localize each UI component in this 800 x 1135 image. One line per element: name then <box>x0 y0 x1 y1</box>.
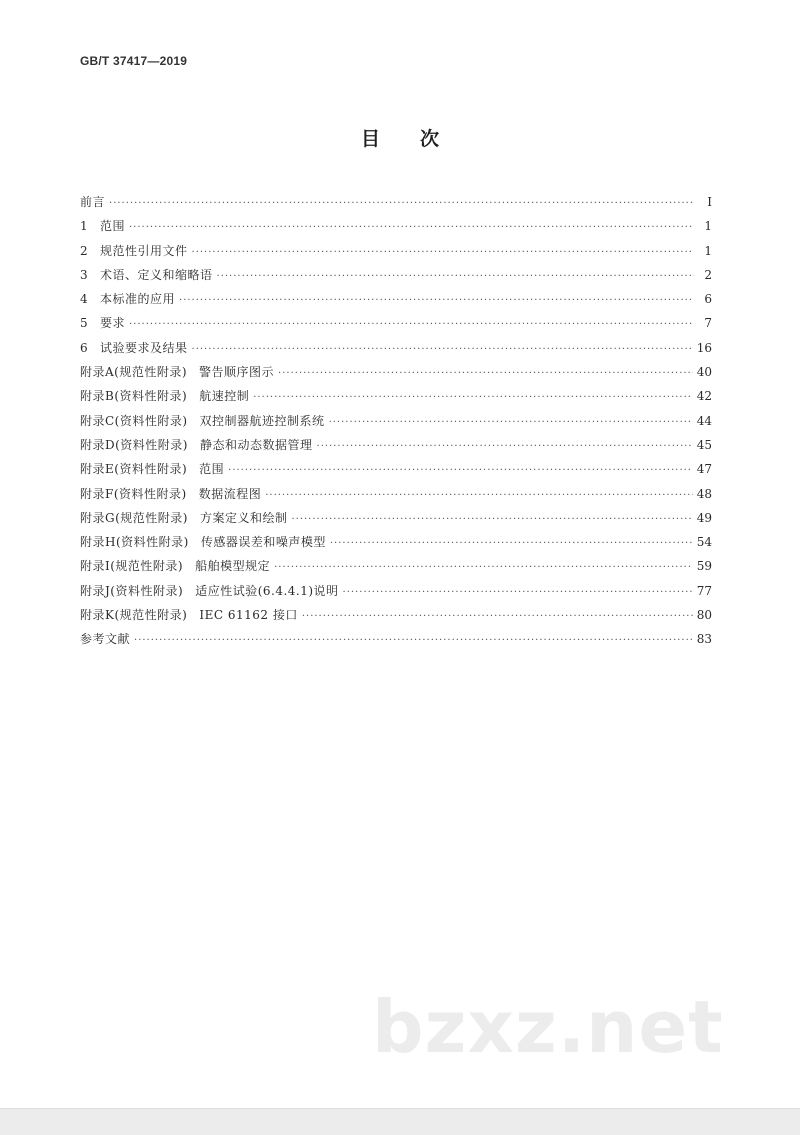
toc-entry-2[interactable] <box>80 239 712 263</box>
toc-leader-dots <box>217 265 694 289</box>
toc-page-number: 54 <box>696 535 712 550</box>
toc-entry-label: 附录B(资料性附录) 航速控制 <box>80 384 249 408</box>
toc-leader-dots <box>329 411 693 435</box>
toc-leader-dots <box>317 435 693 459</box>
toc-page-number: 77 <box>696 583 712 598</box>
toc-leader-dots <box>278 362 693 386</box>
toc-entry-label: 附录E(资料性附录) 范围 <box>80 457 224 481</box>
toc-leader-dots <box>179 289 694 313</box>
watermark: bzxz.net <box>372 985 724 1069</box>
toc-entry-label: 附录K(规范性附录) IEC 61162 接口 <box>80 603 298 627</box>
toc-entry-label: 4 本标准的应用 <box>80 287 175 311</box>
toc-entry-label: 附录C(资料性附录) 双控制器航迹控制系统 <box>80 409 325 433</box>
toc-entry-label: 1 范围 <box>80 214 125 238</box>
toc-page-number: 16 <box>696 340 712 355</box>
toc-page-number: Ⅰ <box>707 195 712 209</box>
toc-section-number: 1 <box>80 219 89 234</box>
toc-entry-4[interactable] <box>80 287 712 311</box>
toc-section-number: 4 <box>80 292 89 307</box>
toc-leader-dots <box>265 484 693 508</box>
toc-entry-annex-g[interactable] <box>80 506 712 530</box>
toc-entry-annex-b[interactable] <box>80 384 712 408</box>
toc-page-number: 1 <box>704 243 712 258</box>
toc-page-number: 40 <box>696 365 712 380</box>
toc-entry-3[interactable] <box>80 263 712 287</box>
toc-leader-dots <box>129 216 694 240</box>
toc-annex-category: 附录E(资料性附录) <box>80 462 188 477</box>
toc-entry-annex-i[interactable] <box>80 554 712 578</box>
toc-entry-annex-f[interactable] <box>80 482 712 506</box>
toc-page-number: 80 <box>696 608 712 623</box>
toc-section-number: 3 <box>80 267 89 282</box>
toc-page-number: 47 <box>696 462 712 477</box>
toc-entry-label: 附录J(资料性附录) 适应性试验(6.4.4.1)说明 <box>80 579 339 603</box>
toc-entry-label: 2 规范性引用文件 <box>80 239 188 263</box>
toc-entry-annex-c[interactable] <box>80 409 712 433</box>
toc-annex-category: 附录B(资料性附录) <box>80 389 188 404</box>
page-bottom-edge <box>0 1108 800 1135</box>
toc-entry-annex-j[interactable] <box>80 579 712 603</box>
toc-entry-label: 前言 <box>80 195 106 209</box>
toc-page-number: 7 <box>704 316 712 331</box>
toc-annex-category: 附录K(规范性附录) <box>80 608 188 623</box>
toc-annex-category: 附录I(规范性附录) <box>80 559 184 574</box>
toc-leader-dots <box>343 581 693 605</box>
toc-section-number: 5 <box>80 316 89 331</box>
toc-entry-annex-a[interactable] <box>80 360 712 384</box>
toc-leader-dots <box>109 192 694 216</box>
toc-page-number: 6 <box>704 292 712 307</box>
toc-entry-1[interactable] <box>80 214 712 238</box>
toc-annex-category: 附录G(规范性附录) <box>80 510 188 525</box>
toc-annex-category: 附录J(资料性附录) <box>80 583 184 598</box>
toc-entry-bibliography[interactable] <box>80 627 712 651</box>
toc-section-number: 2 <box>80 243 89 258</box>
toc-entry-6[interactable] <box>80 336 712 360</box>
toc-page-number: 59 <box>696 559 712 574</box>
toc-page-number: 48 <box>696 486 712 501</box>
toc-leader-dots <box>192 338 693 362</box>
toc-leader-dots <box>330 532 693 556</box>
toc-annex-category: 附录D(资料性附录) <box>80 437 188 452</box>
toc-leader-dots <box>253 386 693 410</box>
toc-entry-label: 附录F(资料性附录) 数据流程图 <box>80 482 261 506</box>
toc-leader-dots <box>129 313 694 337</box>
toc-entry-label: 3 术语、定义和缩略语 <box>80 263 213 287</box>
toc-page-number: 2 <box>704 267 712 282</box>
toc-page-number: 45 <box>696 437 712 452</box>
toc-leader-dots <box>302 605 693 629</box>
toc-page-number: 49 <box>696 510 712 525</box>
toc-entry-foreword[interactable] <box>80 190 712 214</box>
toc-annex-category: 附录A(规范性附录) <box>80 365 188 380</box>
toc-entry-annex-h[interactable] <box>80 530 712 554</box>
toc-annex-category: 附录C(资料性附录) <box>80 413 188 428</box>
toc-annex-category: 附录F(资料性附录) <box>80 486 187 501</box>
toc-entry-label: 参考文献 <box>80 632 131 647</box>
toc-leader-dots <box>291 508 692 532</box>
toc-leader-dots <box>274 556 693 580</box>
toc-entry-label: 附录I(规范性附录) 船舶模型规定 <box>80 554 270 578</box>
toc-leader-dots <box>228 459 693 483</box>
table-of-contents <box>80 190 712 652</box>
toc-entry-annex-d[interactable] <box>80 433 712 457</box>
toc-entry-label: 5 要求 <box>80 311 125 335</box>
toc-page-number: 44 <box>696 413 712 428</box>
document-code: GB/T 37417—2019 <box>80 54 188 68</box>
toc-entry-5[interactable] <box>80 311 712 335</box>
toc-entry-label: 6 试验要求及结果 <box>80 336 188 360</box>
toc-section-number: 6 <box>80 340 89 355</box>
toc-page-number: 42 <box>696 389 712 404</box>
page-title: 目次 <box>360 128 479 150</box>
toc-entry-label: 附录A(规范性附录) 警告顺序图示 <box>80 360 274 384</box>
toc-leader-dots <box>134 629 693 653</box>
toc-entry-annex-k[interactable] <box>80 603 712 627</box>
toc-leader-dots <box>192 241 694 265</box>
toc-entry-label: 附录G(规范性附录) 方案定义和绘制 <box>80 506 287 530</box>
toc-page-number: 1 <box>704 219 712 234</box>
toc-page-number: 83 <box>696 632 712 647</box>
toc-entry-annex-e[interactable] <box>80 457 712 481</box>
toc-annex-category: 附录H(资料性附录) <box>80 535 189 550</box>
toc-entry-label: 附录H(资料性附录) 传感器误差和噪声模型 <box>80 530 326 554</box>
toc-entry-label: 附录D(资料性附录) 静态和动态数据管理 <box>80 433 313 457</box>
